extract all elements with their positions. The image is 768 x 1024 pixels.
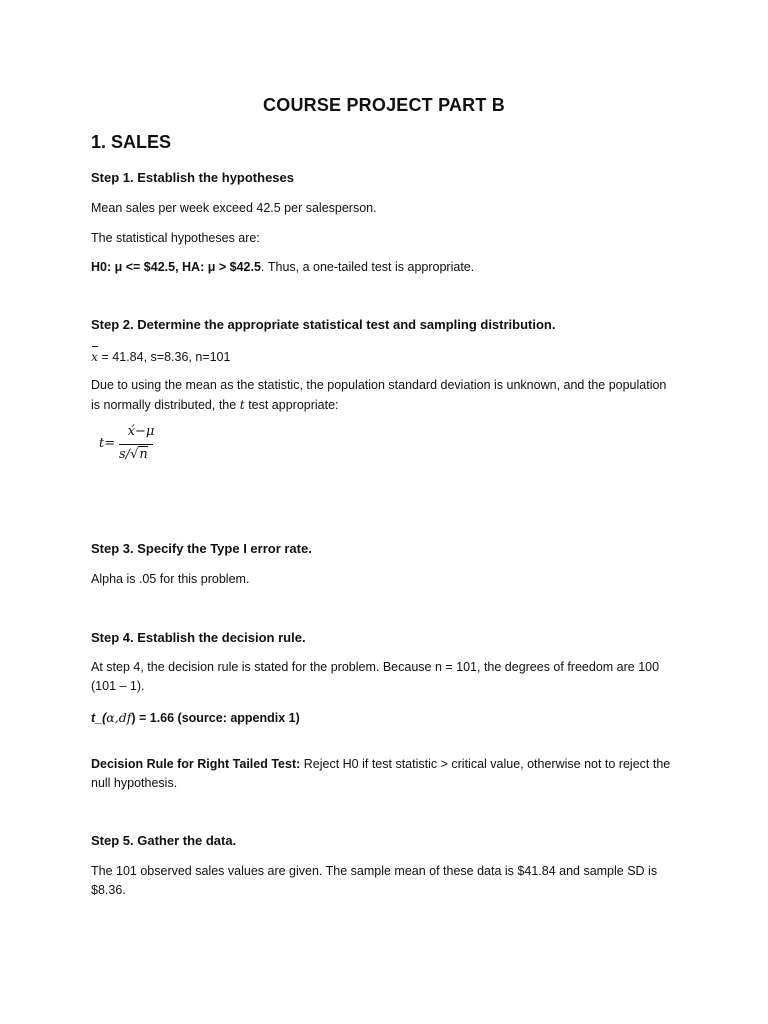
critical-value: [91, 708, 300, 728]
t-symbol: t: [239, 397, 245, 412]
step3-heading: Step 3. Specify the Type I error rate.: [91, 541, 312, 556]
reason-text-start: Due to using the mean as the statistic, the population standard deviation is unknown, and the population is normally distributed, the: [91, 378, 667, 412]
radicand: n: [139, 447, 148, 462]
fraction-bar: [119, 444, 153, 445]
step4-heading: Step 4. Establish the decision rule.: [91, 630, 306, 645]
denominator-prefix: s/: [119, 447, 131, 462]
page-title: COURSE PROJECT PART B: [263, 95, 505, 115]
step5-heading: Step 5. Gather the data.: [91, 833, 237, 848]
decision-rule-label: Decision Rule for Right Tailed Test:: [91, 757, 301, 771]
step5-text: The 101 observed sales values are given. The sample mean of these data is $41.84 and sample SD is $8.36.: [91, 864, 658, 897]
step2-reason: [91, 376, 676, 415]
square-root: [130, 446, 148, 462]
formula-denominator: [119, 446, 148, 462]
critical-suffix: ) = 1.66 (source: appendix 1): [131, 711, 300, 725]
t-statistic-formula: [99, 426, 179, 470]
step1-hypotheses: [91, 258, 474, 277]
step2-stats: [91, 347, 230, 367]
xbar-symbol: x: [91, 349, 99, 364]
critical-prefix: t_(: [91, 711, 107, 725]
hypotheses-conclusion: . Thus, a one-tailed test is appropriate.: [260, 260, 475, 274]
critical-args: α,df: [106, 710, 132, 725]
formula-lhs: t=: [99, 436, 116, 451]
hypotheses-statement: H0: μ <= $42.5, HA: μ > $42.5: [91, 260, 261, 274]
step3-text: Alpha is .05 for this problem.: [91, 572, 250, 586]
step2-heading: Step 2. Determine the appropriate statistical test and sampling distribution.: [91, 317, 556, 332]
stats-values: = 41.84, s=8.36, n=101: [98, 350, 231, 364]
radical-sign: √: [130, 447, 139, 462]
decision-rule: [91, 755, 676, 793]
reason-text-end: test appropriate:: [244, 398, 339, 412]
formula-numerator: x́−μ: [127, 424, 155, 439]
decision-rule-text: Reject H0 if test statistic > critical value, otherwise not to reject the null hypothesis.: [91, 757, 671, 790]
section-heading: 1. SALES: [91, 132, 172, 152]
step1-claim: Mean sales per week exceed 42.5 per salesperson.: [91, 201, 377, 215]
step1-heading: Step 1. Establish the hypotheses: [91, 170, 294, 185]
step4-text: At step 4, the decision rule is stated for the problem. Because n = 101, the degrees of freedom are 100 (101 – 1).: [91, 660, 660, 693]
step1-intro: The statistical hypotheses are:: [91, 231, 260, 245]
